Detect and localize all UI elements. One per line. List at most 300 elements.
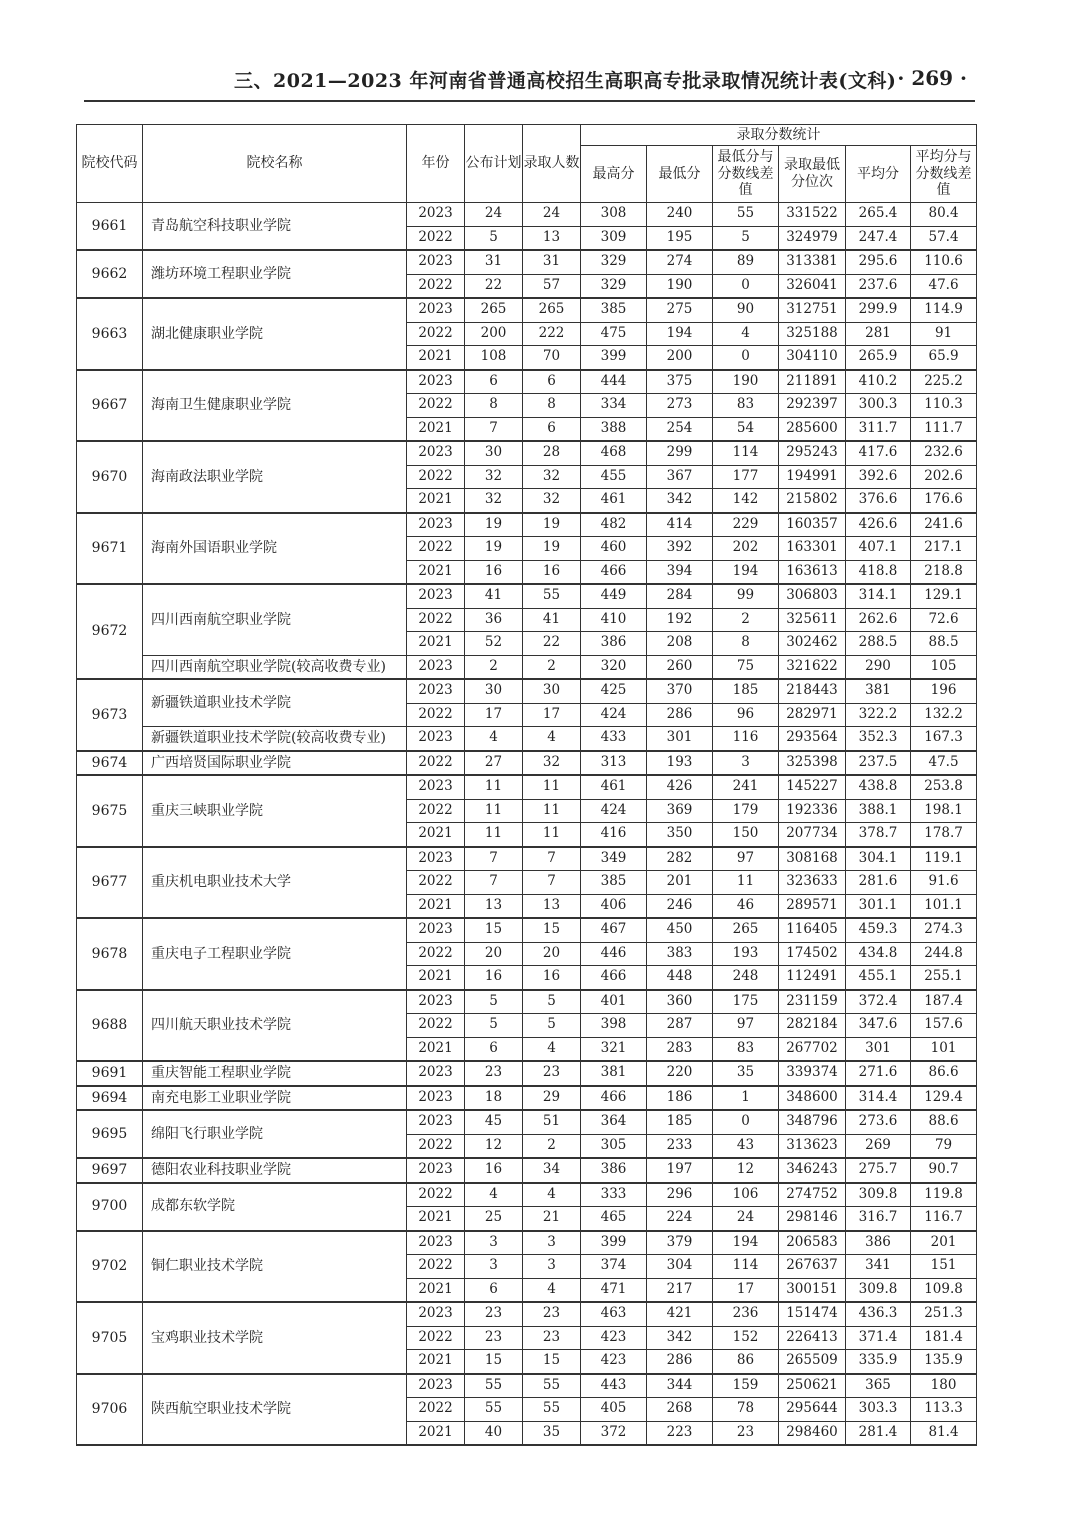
cell-admitted: 4: [523, 1278, 581, 1302]
cell-avg-diff: 151: [911, 1255, 977, 1279]
cell-min-diff: 24: [713, 1207, 779, 1231]
cell-max-score: 386: [581, 1158, 647, 1183]
cell-admitted: 5: [523, 1014, 581, 1038]
school-name: 四川航天职业技术学院: [143, 990, 407, 1062]
cell-plan: 23: [465, 1302, 523, 1326]
cell-min-diff: 8: [713, 632, 779, 656]
cell-avg-diff: 181.4: [911, 1326, 977, 1350]
cell-avg-diff: 157.6: [911, 1014, 977, 1038]
cell-admitted: 2: [523, 1134, 581, 1158]
cell-avg-diff: 111.7: [911, 417, 977, 441]
cell-min-diff: 1: [713, 1086, 779, 1111]
cell-min-score: 286: [647, 703, 713, 727]
table-row: [77, 1061, 977, 1086]
cell-min-diff: 97: [713, 847, 779, 871]
school-code: 9691: [77, 1061, 143, 1086]
cell-min-rank: 292397: [779, 394, 846, 418]
cell-avg-diff: 109.8: [911, 1278, 977, 1302]
cell-max-score: 461: [581, 775, 647, 799]
cell-min-score: 350: [647, 823, 713, 847]
cell-min-score: 421: [647, 1302, 713, 1326]
school-name: 重庆电子工程职业学院: [143, 918, 407, 990]
cell-min-rank: 112491: [779, 966, 846, 990]
cell-min-diff: 0: [713, 274, 779, 298]
cell-admitted: 20: [523, 942, 581, 966]
cell-avg-diff: 47.6: [911, 274, 977, 298]
cell-plan: 55: [465, 1374, 523, 1398]
school-code: 9677: [77, 847, 143, 919]
cell-min-score: 375: [647, 370, 713, 394]
cell-admitted: 19: [523, 513, 581, 537]
cell-plan: 20: [465, 942, 523, 966]
cell-admitted: 30: [523, 679, 581, 703]
cell-year: 2022: [407, 1014, 465, 1038]
cell-min-diff: 150: [713, 823, 779, 847]
cell-avg-diff: 91.6: [911, 871, 977, 895]
cell-min-score: 185: [647, 1110, 713, 1134]
cell-avg-score: 418.8: [846, 560, 911, 584]
col-header-admitted: 录取人数: [523, 125, 581, 203]
cell-min-score: 260: [647, 655, 713, 679]
page-title: 三、2021—2023 年河南省普通高校招生高职高专批录取情况统计表(文科): [234, 70, 897, 92]
cell-max-score: 385: [581, 871, 647, 895]
cell-year: 2022: [407, 394, 465, 418]
cell-avg-diff: 274.3: [911, 918, 977, 942]
school-code: 9688: [77, 990, 143, 1062]
cell-avg-diff: 79: [911, 1134, 977, 1158]
cell-admitted: 35: [523, 1421, 581, 1445]
cell-min-diff: 89: [713, 250, 779, 274]
cell-year: 2022: [407, 1398, 465, 1422]
cell-min-diff: 17: [713, 1278, 779, 1302]
cell-max-score: 386: [581, 632, 647, 656]
cell-min-rank: 331522: [779, 203, 846, 227]
cell-admitted: 11: [523, 799, 581, 823]
cell-avg-diff: 129.4: [911, 1086, 977, 1111]
cell-avg-diff: 132.2: [911, 703, 977, 727]
cell-max-score: 309: [581, 226, 647, 250]
cell-avg-score: 247.4: [846, 226, 911, 250]
cell-min-diff: 0: [713, 346, 779, 370]
cell-plan: 16: [465, 966, 523, 990]
table-row: [77, 1231, 977, 1255]
cell-admitted: 28: [523, 441, 581, 465]
cell-year: 2022: [407, 703, 465, 727]
cell-avg-diff: 110.6: [911, 250, 977, 274]
cell-avg-diff: 218.8: [911, 560, 977, 584]
cell-min-score: 274: [647, 250, 713, 274]
cell-min-rank: 321622: [779, 655, 846, 679]
cell-min-rank: 282184: [779, 1014, 846, 1038]
cell-min-rank: 295644: [779, 1398, 846, 1422]
cell-plan: 5: [465, 990, 523, 1014]
cell-avg-score: 275.7: [846, 1158, 911, 1183]
cell-min-diff: 90: [713, 298, 779, 322]
table-row: [77, 1302, 977, 1326]
cell-min-diff: 114: [713, 1255, 779, 1279]
school-code: 9673: [77, 679, 143, 751]
cell-plan: 11: [465, 775, 523, 799]
cell-avg-score: 417.6: [846, 441, 911, 465]
cell-min-diff: 12: [713, 1158, 779, 1183]
cell-min-score: 186: [647, 1086, 713, 1111]
cell-avg-score: 300.3: [846, 394, 911, 418]
cell-avg-score: 459.3: [846, 918, 911, 942]
cell-max-score: 466: [581, 1086, 647, 1111]
cell-year: 2023: [407, 655, 465, 679]
cell-min-diff: 106: [713, 1183, 779, 1207]
cell-avg-score: 371.4: [846, 1326, 911, 1350]
cell-max-score: 398: [581, 1014, 647, 1038]
school-name: 海南外国语职业学院: [143, 513, 407, 585]
school-code: 9661: [77, 203, 143, 251]
cell-year: 2022: [407, 322, 465, 346]
cell-min-score: 233: [647, 1134, 713, 1158]
cell-min-score: 283: [647, 1037, 713, 1061]
cell-avg-score: 269: [846, 1134, 911, 1158]
cell-min-diff: 142: [713, 489, 779, 513]
cell-admitted: 2: [523, 655, 581, 679]
cell-max-score: 372: [581, 1421, 647, 1445]
school-code: 9695: [77, 1110, 143, 1158]
cell-min-score: 342: [647, 489, 713, 513]
cell-min-rank: 304110: [779, 346, 846, 370]
cell-min-rank: 313623: [779, 1134, 846, 1158]
cell-plan: 7: [465, 417, 523, 441]
table-header: [77, 125, 977, 203]
cell-min-rank: 323633: [779, 871, 846, 895]
cell-avg-score: 410.2: [846, 370, 911, 394]
table-row: [77, 1110, 977, 1134]
cell-avg-diff: 196: [911, 679, 977, 703]
cell-avg-score: 438.8: [846, 775, 911, 799]
cell-year: 2023: [407, 1158, 465, 1183]
cell-avg-score: 426.6: [846, 513, 911, 537]
cell-plan: 24: [465, 203, 523, 227]
cell-admitted: 23: [523, 1302, 581, 1326]
cell-year: 2023: [407, 203, 465, 227]
school-name: 绵阳飞行职业学院: [143, 1110, 407, 1158]
cell-min-rank: 285600: [779, 417, 846, 441]
cell-plan: 265: [465, 298, 523, 322]
cell-min-score: 392: [647, 537, 713, 561]
cell-max-score: 381: [581, 1061, 647, 1086]
cell-admitted: 55: [523, 1398, 581, 1422]
cell-admitted: 15: [523, 1350, 581, 1374]
cell-min-score: 197: [647, 1158, 713, 1183]
cell-min-diff: 2: [713, 608, 779, 632]
cell-year: 2022: [407, 1183, 465, 1207]
cell-avg-diff: 80.4: [911, 203, 977, 227]
cell-min-rank: 293564: [779, 727, 846, 751]
table-row: [77, 298, 977, 322]
cell-avg-score: 281.4: [846, 1421, 911, 1445]
cell-min-diff: 236: [713, 1302, 779, 1326]
cell-max-score: 349: [581, 847, 647, 871]
cell-year: 2022: [407, 274, 465, 298]
cell-avg-diff: 178.7: [911, 823, 977, 847]
cell-year: 2023: [407, 679, 465, 703]
table-body: [77, 203, 977, 1446]
cell-admitted: 4: [523, 1037, 581, 1061]
school-code: 9697: [77, 1158, 143, 1183]
cell-admitted: 13: [523, 894, 581, 918]
table-row: [77, 513, 977, 537]
cell-avg-score: 304.1: [846, 847, 911, 871]
cell-min-diff: 46: [713, 894, 779, 918]
cell-min-score: 220: [647, 1061, 713, 1086]
cell-min-diff: 83: [713, 394, 779, 418]
cell-admitted: 23: [523, 1061, 581, 1086]
cell-max-score: 320: [581, 655, 647, 679]
cell-min-diff: 193: [713, 942, 779, 966]
cell-min-rank: 325611: [779, 608, 846, 632]
cell-max-score: 443: [581, 1374, 647, 1398]
cell-min-rank: 298146: [779, 1207, 846, 1231]
cell-max-score: 423: [581, 1326, 647, 1350]
cell-year: 2021: [407, 560, 465, 584]
cell-plan: 108: [465, 346, 523, 370]
cell-max-score: 471: [581, 1278, 647, 1302]
cell-year: 2023: [407, 584, 465, 608]
cell-min-rank: 174502: [779, 942, 846, 966]
cell-max-score: 444: [581, 370, 647, 394]
cell-avg-diff: 65.9: [911, 346, 977, 370]
cell-avg-score: 386: [846, 1231, 911, 1255]
cell-admitted: 55: [523, 584, 581, 608]
cell-year: 2023: [407, 1374, 465, 1398]
cell-year: 2021: [407, 346, 465, 370]
col-header-avg: 平均分: [846, 146, 911, 203]
table-row: [77, 441, 977, 465]
cell-max-score: 463: [581, 1302, 647, 1326]
cell-min-diff: 0: [713, 1110, 779, 1134]
cell-avg-score: 388.1: [846, 799, 911, 823]
cell-year: 2021: [407, 1350, 465, 1374]
cell-min-rank: 308168: [779, 847, 846, 871]
cell-plan: 32: [465, 465, 523, 489]
cell-admitted: 19: [523, 537, 581, 561]
cell-admitted: 222: [523, 322, 581, 346]
cell-min-diff: 114: [713, 441, 779, 465]
cell-admitted: 32: [523, 751, 581, 776]
cell-year: 2023: [407, 1061, 465, 1086]
cell-plan: 18: [465, 1086, 523, 1111]
cell-avg-diff: 129.1: [911, 584, 977, 608]
cell-min-rank: 163301: [779, 537, 846, 561]
cell-max-score: 406: [581, 894, 647, 918]
cell-min-score: 286: [647, 1350, 713, 1374]
school-code: 9663: [77, 298, 143, 370]
cell-min-diff: 185: [713, 679, 779, 703]
cell-min-rank: 289571: [779, 894, 846, 918]
cell-min-rank: 226413: [779, 1326, 846, 1350]
cell-admitted: 7: [523, 847, 581, 871]
cell-min-rank: 313381: [779, 250, 846, 274]
cell-min-score: 268: [647, 1398, 713, 1422]
cell-admitted: 15: [523, 918, 581, 942]
cell-year: 2022: [407, 871, 465, 895]
cell-plan: 7: [465, 847, 523, 871]
cell-admitted: 41: [523, 608, 581, 632]
cell-min-rank: 231159: [779, 990, 846, 1014]
cell-avg-diff: 232.6: [911, 441, 977, 465]
cell-year: 2021: [407, 1421, 465, 1445]
cell-max-score: 467: [581, 918, 647, 942]
school-name: 广西培贤国际职业学院: [143, 751, 407, 776]
school-code: 9706: [77, 1374, 143, 1446]
cell-max-score: 466: [581, 966, 647, 990]
cell-admitted: 16: [523, 560, 581, 584]
cell-min-rank: 145227: [779, 775, 846, 799]
cell-min-score: 287: [647, 1014, 713, 1038]
cell-plan: 4: [465, 1183, 523, 1207]
cell-avg-diff: 167.3: [911, 727, 977, 751]
cell-min-rank: 206583: [779, 1231, 846, 1255]
cell-plan: 6: [465, 1278, 523, 1302]
cell-min-diff: 177: [713, 465, 779, 489]
cell-avg-score: 347.6: [846, 1014, 911, 1038]
school-code: 9667: [77, 370, 143, 442]
school-code: 9670: [77, 441, 143, 513]
cell-avg-diff: 187.4: [911, 990, 977, 1014]
school-name: 四川西南航空职业学院: [143, 584, 407, 655]
cell-avg-score: 237.6: [846, 274, 911, 298]
cell-plan: 25: [465, 1207, 523, 1231]
cell-min-score: 273: [647, 394, 713, 418]
cell-min-score: 194: [647, 322, 713, 346]
cell-plan: 15: [465, 1350, 523, 1374]
cell-min-rank: 267702: [779, 1037, 846, 1061]
cell-min-score: 299: [647, 441, 713, 465]
cell-avg-score: 271.6: [846, 1061, 911, 1086]
cell-year: 2021: [407, 966, 465, 990]
cell-min-score: 217: [647, 1278, 713, 1302]
cell-max-score: 455: [581, 465, 647, 489]
cell-year: 2021: [407, 1207, 465, 1231]
cell-admitted: 29: [523, 1086, 581, 1111]
cell-admitted: 34: [523, 1158, 581, 1183]
cell-min-diff: 159: [713, 1374, 779, 1398]
col-header-code: 院校代码: [77, 125, 143, 203]
cell-min-rank: 326041: [779, 274, 846, 298]
cell-min-diff: 75: [713, 655, 779, 679]
cell-avg-diff: 114.9: [911, 298, 977, 322]
cell-avg-score: 265.4: [846, 203, 911, 227]
cell-plan: 15: [465, 918, 523, 942]
cell-admitted: 265: [523, 298, 581, 322]
school-name: 陕西航空职业技术学院: [143, 1374, 407, 1446]
cell-min-score: 195: [647, 226, 713, 250]
cell-year: 2021: [407, 489, 465, 513]
school-code: 9700: [77, 1183, 143, 1231]
cell-min-diff: 229: [713, 513, 779, 537]
cell-plan: 19: [465, 513, 523, 537]
cell-plan: 3: [465, 1231, 523, 1255]
admission-table: [76, 124, 977, 1446]
cell-avg-diff: 105: [911, 655, 977, 679]
table-row: [77, 1374, 977, 1398]
cell-avg-score: 378.7: [846, 823, 911, 847]
cell-avg-score: 265.9: [846, 346, 911, 370]
cell-min-rank: 267637: [779, 1255, 846, 1279]
cell-admitted: 22: [523, 632, 581, 656]
cell-min-diff: 96: [713, 703, 779, 727]
cell-min-diff: 23: [713, 1421, 779, 1445]
cell-plan: 5: [465, 1014, 523, 1038]
cell-avg-diff: 217.1: [911, 537, 977, 561]
cell-max-score: 308: [581, 203, 647, 227]
cell-avg-diff: 91: [911, 322, 977, 346]
col-header-min: 最低分: [647, 146, 713, 203]
cell-year: 2023: [407, 918, 465, 942]
cell-min-rank: 207734: [779, 823, 846, 847]
cell-plan: 30: [465, 441, 523, 465]
school-code: 9678: [77, 918, 143, 990]
cell-min-rank: 116405: [779, 918, 846, 942]
table-row: [77, 370, 977, 394]
cell-avg-diff: 176.6: [911, 489, 977, 513]
cell-min-diff: 83: [713, 1037, 779, 1061]
cell-admitted: 4: [523, 1183, 581, 1207]
cell-year: 2023: [407, 1086, 465, 1111]
cell-plan: 6: [465, 370, 523, 394]
cell-min-rank: 302462: [779, 632, 846, 656]
cell-admitted: 32: [523, 465, 581, 489]
cell-admitted: 3: [523, 1255, 581, 1279]
cell-admitted: 21: [523, 1207, 581, 1231]
cell-min-diff: 241: [713, 775, 779, 799]
cell-max-score: 364: [581, 1110, 647, 1134]
cell-plan: 40: [465, 1421, 523, 1445]
cell-min-diff: 152: [713, 1326, 779, 1350]
cell-min-rank: 151474: [779, 1302, 846, 1326]
table-row: [77, 1086, 977, 1111]
cell-avg-diff: 201: [911, 1231, 977, 1255]
cell-max-score: 333: [581, 1183, 647, 1207]
cell-min-rank: 160357: [779, 513, 846, 537]
col-header-min-diff: 最低分与分数线差值: [713, 146, 779, 203]
cell-max-score: 321: [581, 1037, 647, 1061]
cell-min-score: 344: [647, 1374, 713, 1398]
table-row: [77, 655, 977, 679]
cell-avg-score: 301.1: [846, 894, 911, 918]
cell-plan: 52: [465, 632, 523, 656]
cell-min-rank: 163613: [779, 560, 846, 584]
cell-plan: 22: [465, 274, 523, 298]
table-row: [77, 751, 977, 776]
cell-plan: 5: [465, 226, 523, 250]
cell-avg-score: 316.7: [846, 1207, 911, 1231]
cell-year: 2023: [407, 441, 465, 465]
cell-min-score: 379: [647, 1231, 713, 1255]
cell-min-rank: 348600: [779, 1086, 846, 1111]
table-row: [77, 847, 977, 871]
cell-avg-score: 341: [846, 1255, 911, 1279]
cell-max-score: 449: [581, 584, 647, 608]
cell-min-rank: 324979: [779, 226, 846, 250]
cell-min-diff: 5: [713, 226, 779, 250]
cell-min-diff: 194: [713, 560, 779, 584]
col-header-plan: 公布计划: [465, 125, 523, 203]
cell-plan: 3: [465, 1255, 523, 1279]
cell-min-rank: 274752: [779, 1183, 846, 1207]
cell-min-score: 414: [647, 513, 713, 537]
cell-min-diff: 248: [713, 966, 779, 990]
cell-avg-diff: 110.3: [911, 394, 977, 418]
cell-avg-score: 303.3: [846, 1398, 911, 1422]
cell-admitted: 13: [523, 226, 581, 250]
